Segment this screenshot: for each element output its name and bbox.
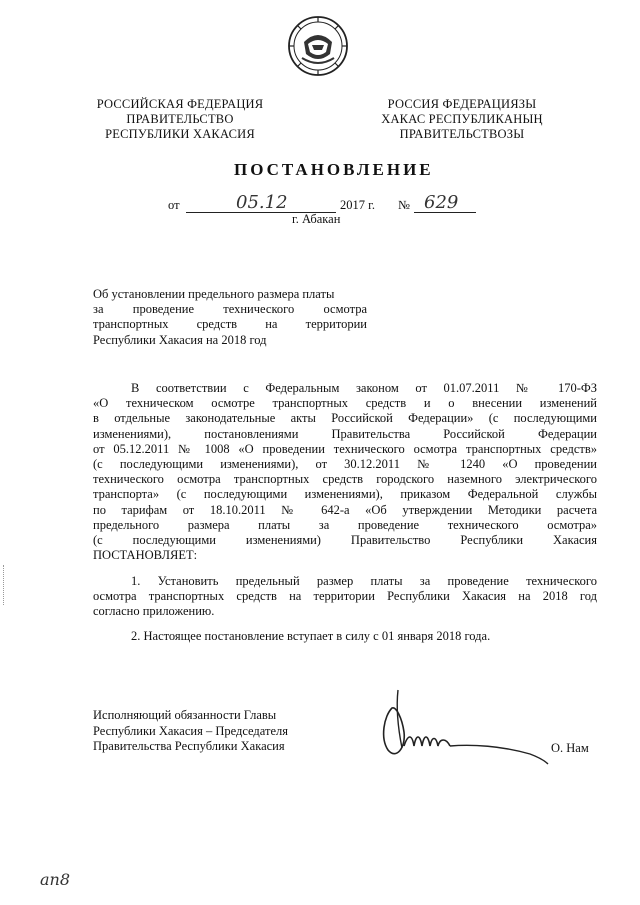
preamble-line: «О техническом осмотре транспортных средств и о внесении изменений xyxy=(93,396,597,411)
header-left-line: РЕСПУБЛИКИ ХАКАСИЯ xyxy=(105,127,255,141)
header-left-line: РОССИЙСКАЯ ФЕДЕРАЦИЯ xyxy=(96,97,264,111)
preamble xyxy=(93,381,597,563)
signer-title-line: Исполняющий обязанности Главы xyxy=(93,708,277,722)
document-title: ПОСТАНОВЛЕНИЕ xyxy=(234,160,434,179)
item-2: 2. Настоящее постановление вступает в силу с 01 января 2018 года. xyxy=(131,629,491,643)
city: г. Абакан xyxy=(292,212,341,226)
header-left xyxy=(80,97,280,142)
preamble-line: (с последующими изменениями) Правительство Республики Хакасия xyxy=(93,533,597,548)
item-1 xyxy=(93,574,597,620)
subject-line: за проведение технического осмотра xyxy=(93,302,367,317)
preamble-line: (с последующими изменениями), от 30.12.2011 № 1240 «О проведении xyxy=(93,457,597,472)
corner-handwritten-mark: ап8 xyxy=(40,870,71,889)
preamble-line: в отдельные законодательные акты Российской Федерации» (с последующими xyxy=(93,411,597,426)
subject-line: Об установлении предельного размера платы xyxy=(93,287,335,301)
header-right-line: ХАКАС РЕСПУБЛИКАНЫҢ xyxy=(381,112,543,126)
item-1-line: согласно приложению. xyxy=(93,604,215,619)
item-1-line: осмотра транспортных средств на территории Республики Хакасия на 2018 год xyxy=(93,589,597,604)
handwritten-signature xyxy=(362,688,552,778)
date-year: 2017 г. xyxy=(340,198,375,212)
subject-line: Республики Хакасия на 2018 год xyxy=(93,332,267,347)
number-sign: № xyxy=(398,198,410,212)
header-right-line: РОССИЯ ФЕДЕРАЦИЯЗЫ xyxy=(387,97,537,111)
coat-of-arms-emblem xyxy=(286,14,350,78)
signer-name: О. Нам xyxy=(551,741,589,755)
preamble-line: по тарифам от 18.10.2011 № 642-а «Об утверждении Методики расчета xyxy=(93,502,597,517)
date-number-line xyxy=(168,194,488,214)
preamble-line: изменениями), постановлениями Правительства Российской Федерации xyxy=(93,426,597,441)
preamble-line: технического осмотра транспортных средств городского наземного электрического xyxy=(93,472,597,487)
subject-block xyxy=(93,287,367,348)
handwritten-date: 05.12 xyxy=(236,192,288,213)
header-right-line: ПРАВИТЕЛЬСТВОЗЫ xyxy=(399,127,525,141)
preamble-line: от 05.12.2011 № 1008 «О проведении технического осмотра транспортных средств» xyxy=(93,441,597,456)
date-prefix: от xyxy=(168,198,180,212)
subject-line: транспортных средств на территории xyxy=(93,317,367,332)
decree-word: ПОСТАНОВЛЯЕТ: xyxy=(93,548,198,563)
preamble-line: транспорта» (с последующими изменениями), приказом Федеральной службы xyxy=(93,487,597,502)
header-right xyxy=(362,97,562,142)
signer-title-line: Правительства Республики Хакасия xyxy=(93,739,285,753)
preamble-line: В соответствии с Федеральным законом от 01.07.2011 № 170-ФЗ xyxy=(131,381,597,395)
signer-title-line: Республики Хакасия – Председателя xyxy=(93,723,289,738)
margin-dots xyxy=(3,565,6,605)
signer-title xyxy=(93,708,288,755)
handwritten-number: 629 xyxy=(424,192,459,213)
header-left-line: ПРАВИТЕЛЬСТВО xyxy=(126,112,234,126)
item-1-line: 1. Установить предельный размер платы за проведение технического xyxy=(131,574,597,588)
preamble-line: предельного размера платы за проведение технического осмотра» xyxy=(93,517,597,532)
